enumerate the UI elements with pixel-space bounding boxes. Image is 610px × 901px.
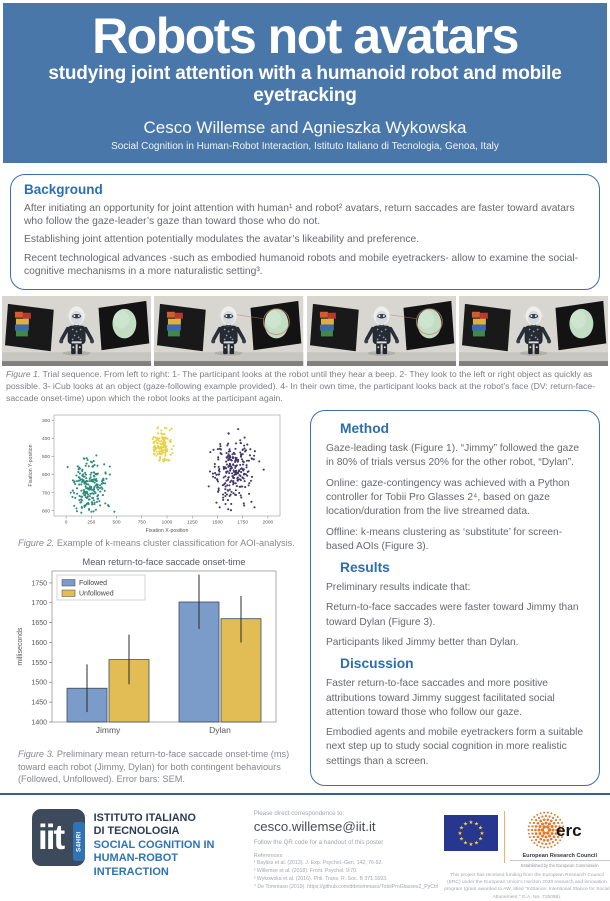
poster-subtitle: studying joint attention with a humanoid robot and mobile eyetracking [48,63,562,106]
svg-text:★: ★ [473,821,479,828]
svg-text:1750: 1750 [237,520,249,526]
funding-text: This project has received funding from the European Research Council (ERC) under the European Union’s Horizon 2020 research and innovation program (grant awarded to AW, titled “InStance: Intentional Stance for Social Attunement.” G.A. No. 715058). [444,872,610,900]
content-columns [10,410,600,786]
svg-text:★: ★ [473,840,479,847]
s4hri-tab: S4HRI [73,822,85,861]
svg-text:★: ★ [477,825,483,832]
svg-text:milliseconds: milliseconds [17,627,24,666]
figure3-caption-text: Preliminary mean return-to-face saccade onset-time (ms) toward each robot (Jimmy, Dylan) for both contingent behaviours (Followed, Unfollowed). Error bars: SEM. [18,749,290,785]
discussion-heading: Discussion [340,656,414,672]
svg-text:★: ★ [468,841,474,848]
background-paragraph: After initiating an opportunity for joint attention with human¹ and robot² avatars, return saccades are faster toward avatars who follow the gaze-leader’s gaze than toward those who do not. [24,202,575,228]
correspondence-email: cesco.willemse@iit.it [253,818,376,834]
figure1-caption-text: Trial sequence. From left to right: 1- The participant looks at the robot until they hear a beep. 2- They look to the left or right object as quickly as possible. 3- iCub looks at an object (gaze-following example provided). 4- In their own time, the participant looks back at the robot’s face (DV: return-face-saccade onset-time) upon which the robot looks at the participant again. [6,369,596,403]
svg-text:1000: 1000 [161,520,173,526]
erc-logo-icon [524,809,596,853]
svg-text:★: ★ [458,836,464,843]
erc-name: European Research Council [510,853,610,862]
poster-header [3,3,607,163]
background-section [10,174,600,290]
reference-line: ¹ Bayliss et al. (2013). J. Exp. Psychol.-Gen. 142, 76-92. [253,859,383,866]
correspondence-intro: Please direct correspondence to: [253,809,345,817]
svg-text:Unfollowed: Unfollowed [79,590,114,598]
figures-column [10,410,302,786]
figure1-caption-label: Figure 1. [6,369,41,380]
svg-text:★: ★ [458,825,464,832]
svg-text:1750: 1750 [31,580,47,588]
svg-text:★: ★ [462,840,468,847]
svg-text:2000: 2000 [262,520,274,526]
svg-text:800: 800 [41,509,50,515]
iit-dept-line: HUMAN-ROBOT INTERACTION [93,852,178,879]
svg-text:400: 400 [41,437,50,443]
results-heading: Results [340,560,390,576]
svg-text:300: 300 [41,419,50,425]
figure1-caption [6,369,604,404]
svg-text:Followed: Followed [79,580,108,588]
svg-text:500: 500 [112,520,121,526]
figure1-photo-strip [2,296,608,366]
svg-text:★: ★ [477,836,483,843]
background-paragraph: Establishing joint attention potentially modulates the avatar’s likeability and preference. [24,234,420,246]
svg-text:1650: 1650 [31,620,47,628]
method-paragraphs [326,442,584,554]
svg-text:500: 500 [41,455,50,461]
footer-divider [0,793,610,795]
funding-block [444,809,610,901]
svg-text:Jimmy: Jimmy [95,725,121,736]
iit-branding [32,809,252,880]
discussion-paragraph: Embodied agents and mobile eyetrackers form a suitable next step up to study social cognition in more realistic settings than a screen. [326,727,584,767]
figure3-caption [18,748,302,785]
svg-text:0: 0 [64,520,68,526]
background-paragraphs [24,202,586,279]
figure2-caption-text: Example of k-means cluster classification for AOI-analysis. [54,538,295,549]
svg-text:600: 600 [41,473,50,479]
reference-line: ⁴ De Tommaso (2019). https://github.com/ddetommaso/TobiiProGlasses2_PyCtrl [253,883,439,890]
reference-line: ² Willemse et al. (2018). Front. Psychol. 9:70. [253,867,358,874]
erc-subtitle: Established by the European Commission [520,862,599,868]
svg-text:★: ★ [468,819,474,826]
poster-affiliation: Social Cognition in Human-Robot Interaction, Istituto Italiano di Tecnologia, Genoa, Italy [111,141,499,152]
text-column [310,410,600,786]
method-paragraph: Online: gaze-contingency was achieved with a Python controller for Tobii Pro Glasses 2⁴, based on gaze location/duration from the live streamed data. [326,477,570,518]
erc-logo [510,809,610,868]
trial-photo [2,296,151,366]
svg-text:erc: erc [555,820,582,840]
iit-org-line: ISTITUTO ITALIANO [93,811,196,824]
figure2-caption [18,537,302,549]
svg-text:★: ★ [462,821,468,828]
svg-text:Fixation X-position: Fixation X-position [145,528,189,535]
svg-text:750: 750 [137,520,146,526]
svg-text:★: ★ [479,830,485,837]
poster-authors: Cesco Willemse and Agnieszka Wykowska [143,118,467,137]
background-heading: Background [24,182,103,197]
method-paragraph: Offline: k-means clustering as ‘substitute’ for screen-based AOIs (Figure 3). [326,526,563,552]
figure3-bar-chart [12,556,284,746]
svg-text:1600: 1600 [31,640,47,648]
figure3-caption-label: Figure 3. [18,749,55,760]
svg-text:Mean return-to-face saccade on: Mean return-to-face saccade onset-time [82,557,246,568]
method-paragraph: Gaze-leading task (Figure 1). “Jimmy” followed the gaze in 80% of trials versus 20% for the other robot, “Dylan”. [326,443,580,469]
method-heading: Method [340,421,390,437]
svg-text:1500: 1500 [31,680,47,688]
iit-dept-line: SOCIAL COGNITION IN [93,838,215,851]
svg-text:1450: 1450 [31,699,47,707]
svg-text:250: 250 [87,520,96,526]
reference-line: ³ Wykowska et al. (2016). Phil. Trans. R. Soc. B 371:1693. [253,875,388,882]
poster [0,3,610,900]
results-paragraph: Participants liked Jimmy better than Dylan. [326,636,519,648]
references-heading: References [253,852,283,859]
svg-text:1250: 1250 [186,520,198,526]
figure2-caption-label: Figure 2. [18,538,55,549]
funder-logos [444,809,610,868]
svg-text:1550: 1550 [31,660,47,668]
results-paragraph: Return-to-face saccades were faster toward Jimmy than toward Dylan (Figure 3). [326,602,579,628]
svg-text:★: ★ [457,830,463,837]
iit-org-text [94,809,252,880]
discussion-paragraph: Faster return-to-face saccades and more positive attributions toward Jimmy suggest facilitated social attention toward those who follow our gaze. [326,678,555,718]
results-paragraph: Preliminary results indicate that: [326,582,471,594]
svg-text:1400: 1400 [31,719,47,727]
figure2-scatter-plot [24,410,286,534]
svg-text:700: 700 [41,491,50,497]
eu-flag-icon [444,815,498,851]
results-paragraphs [326,581,584,650]
iit-logo-text: iit [38,817,64,857]
iit-org-line: DI TECNOLOGIA [93,825,180,838]
discussion-paragraphs [326,677,584,769]
references-list [254,859,440,891]
svg-text:1500: 1500 [212,520,223,526]
qr-note: Follow the QR code for a handout of this poster [253,838,384,846]
iit-logo [32,809,85,866]
trial-photo [459,296,608,366]
svg-text:1700: 1700 [31,600,47,608]
poster-footer [32,809,610,901]
background-paragraph: Recent technological advances -such as embodied humanoid robots and mobile eyetrackers- allow to examine the social-cognitive mechanisms in a more naturalistic setting³. [24,252,579,278]
svg-text:Dylan: Dylan [209,725,231,736]
poster-title: Robots not avatars [92,8,518,64]
logo-divider [504,811,505,863]
trial-photo [154,296,303,366]
correspondence-block [254,809,440,891]
svg-text:Fixation Y-position: Fixation Y-position [28,444,34,487]
trial-photo [307,296,456,366]
